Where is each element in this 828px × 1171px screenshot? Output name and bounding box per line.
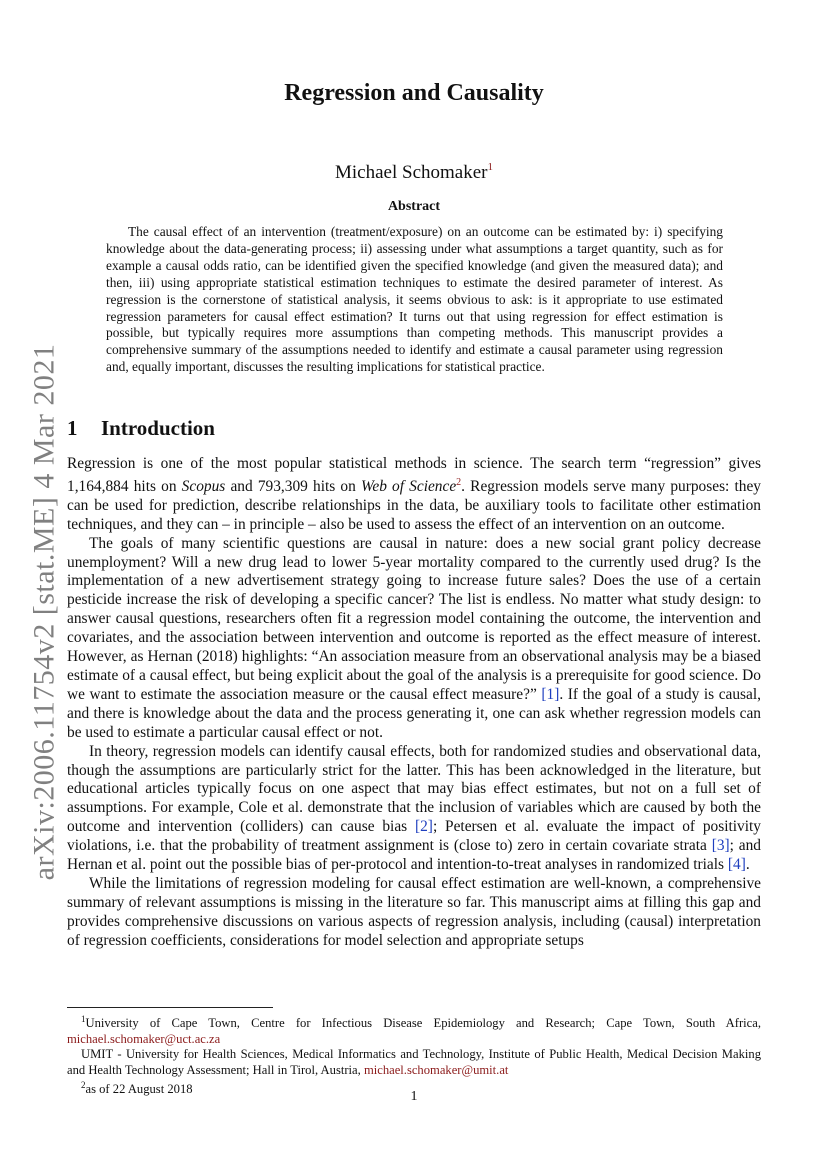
paragraph-3-text-d: . [745,856,750,874]
footnote-2-text: as of 22 August 2018 [85,1082,193,1097]
footnote-1b-text: UMIT - University for Health Sciences, Medical Informatics and Technology, Institute of Public Health, Medical Decision Making and Health Technology Assessment; Hall in Tirol, Austria, [67,1047,761,1077]
footnote-1-mark: 1 [81,1014,86,1024]
citation-link-2[interactable]: [2] [414,818,433,836]
paragraph-2-text-b: . If the goal of a study is causal, and there is knowledge about the data and the process generating it, one can ask whether regression models can be used to estimate a particular causal effect or not. [67,685,762,741]
paragraph-3-text-c: ; and Hernan et al. point out the possible bias of per-protocol and intention-to-treat analyses in randomized trials [67,837,761,874]
section-title: Introduction [101,416,215,440]
footnote-2-number: 2 [81,1080,86,1091]
footnote-2-mark[interactable]: 2 [456,476,462,488]
citation-link-1[interactable]: [1] [541,685,560,703]
email-link-uct[interactable]: michael.schomaker@uct.ac.za [67,1031,221,1046]
paragraph-3-text-a: In theory, regression models can identify causal effects, both for randomized studies and observational data, though the assumptions are particularly strict for the latter. This has been acknowledged in the literature, but educational articles typically focus on one aspect that may bias effect estimates, but not on a full set of assumptions. For example, Cole et al. demonstrate that the inclusion of variables which are caused by both the outcome and intervention (colliders) can cause bias [67,742,761,836]
page-number: 1 [410,1089,418,1104]
section-number: 1 [67,416,78,440]
paragraph-3-text-b: ; Petersen et al. evaluate the impact of positivity violations, i.e. that the probability of treatment assignment is (close to) zero in certain covariate strata [67,818,761,855]
body-text [67,455,761,951]
footnote-1-affiliation-2 [67,1047,761,1078]
section-heading [67,416,215,441]
footnote-divider [67,1007,273,1008]
citation-link-3[interactable]: [3] [711,837,730,855]
arxiv-identifier-margin [24,343,64,881]
paper-title: Regression and Causality [284,80,544,106]
author-name: Michael Schomaker [335,162,488,183]
footnote-1-text: University of Cape Town, Centre for Infectious Disease Epidemiology and Research; Cape Town, South Africa, [85,1016,761,1030]
web-of-science-term: Web of Science [360,477,457,495]
paragraph-1 [67,455,761,535]
abstract-text: The causal effect of an intervention (treatment/exposure) on an outcome can be estimated by: i) specifying knowledge about the data-generating process; ii) assessing under what assumptions a target quantity, such as for example a causal odds ratio, can be identified given the specified knowledge (and given the measured data); and then, iii) using appropriate statistical estimation techniques to estimate the desired parameter of interest. As regression is the cornerstone of statistical analysis, it seems obvious to ask: is it appropriate to use estimated regression parameters for causal effect estimation? It turns out that using regression for effect estimation is possible, but typically requires more assumptions than competing methods. This manuscript provides a comprehensive summary of the assumptions needed to identify and estimate a causal parameter using regression and, equally important, discusses the resulting implications for statistical practice. [106,224,723,375]
footnotes [67,1012,761,1098]
paragraph-3 [67,743,761,875]
email-link-umit[interactable]: michael.schomaker@umit.at [363,1062,509,1077]
abstract-heading: Abstract [387,199,441,214]
scopus-term: Scopus [181,477,226,495]
paragraph-1-text-b: and 793,309 hits on [225,477,361,495]
arxiv-identifier: arXiv:2006.11754v2 [stat.ME] 4 Mar 2021 [27,343,60,881]
paragraph-1-text-c: . Regression models serve many purposes: they can be used for prediction, describe relationships in the data, be auxiliary tools to facilitate other estimation techniques, and they can – in principle – also be used to assess the effect of an intervention on an outcome. [67,477,761,533]
citation-link-4[interactable]: [4] [727,856,746,874]
paragraph-4: While the limitations of regression modeling for causal effect estimation are well-known, a comprehensive summary of relevant assumptions is missing in the literature so far. This manuscript aims at filling this gap and provides comprehensive discussions on various aspects of regression analysis, including (causal) interpretation of regression coefficients, considerations for model selection and appropriate setups [67,874,761,949]
author-footnote-mark[interactable]: 1 [487,161,493,173]
footnote-1 [67,1012,761,1047]
paragraph-2 [67,535,761,743]
author-line [0,161,828,184]
paragraph-1-text-a: Regression is one of the most popular statistical methods in science. The search term “regression” gives 1,164,884 hits on [67,455,761,495]
paragraph-2-text-a: The goals of many scientific questions are causal in nature: does a new social grant policy decrease unemployment? Will a new drug lead to lower 5-year mortality compared to the currently used drug? Is the implementation of a new advertisement strategy going to increase future sales? Does the use of a certain pesticide increase the risk of developing a specific cancer? The list is endless. No matter what study design: to answer causal questions, researchers often fit a regression model containing the outcome, the intervention and covariates, and the association between intervention and outcome is reported as the effect measure of interest. However, as Hernan (2018) highlights: “An association measure from an observational analysis may be a biased estimate of a causal effect, but being explicit about the goal of the analysis is a prerequisite for good science. Do we want to estimate the association measure or the causal effect measure?” [67,534,761,703]
